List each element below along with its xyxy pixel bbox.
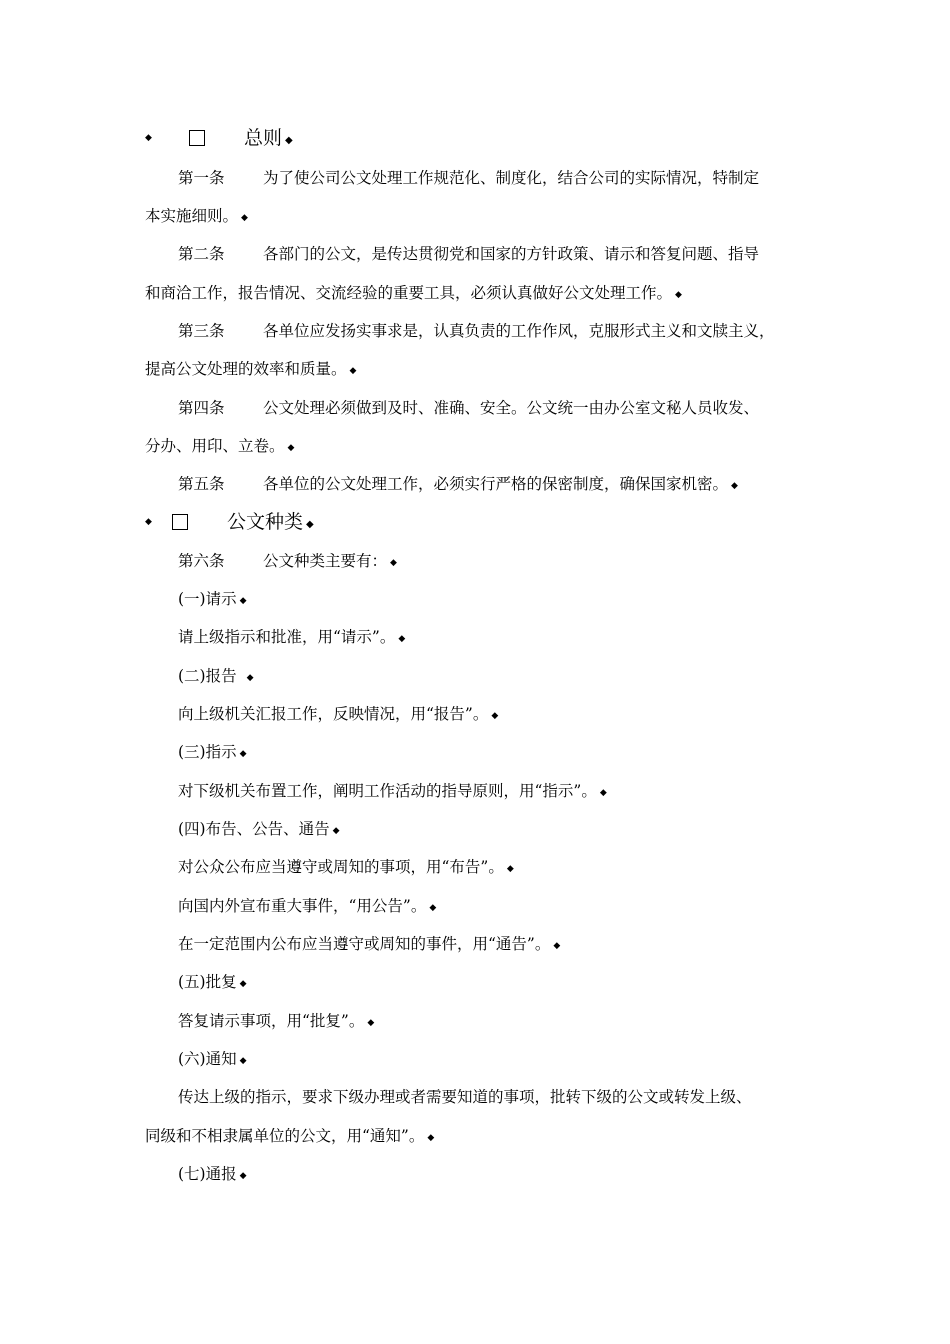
type-desc-announcements-1 <box>0 852 950 882</box>
paragraph-mark: ◆ <box>239 1171 247 1181</box>
type-name: (五)批复 <box>178 973 237 991</box>
article-text: 提高公文处理的效率和质量。 <box>145 360 347 378</box>
type-desc: 同级和不相隶属单位的公文，用“通知”。 <box>145 1127 425 1145</box>
article-4 <box>0 393 950 423</box>
paragraph-mark: ◆ <box>599 788 607 798</box>
type-heading-notice <box>0 1044 950 1074</box>
article-text: 公文种类主要有： <box>263 552 388 570</box>
section-heading-general <box>0 123 950 153</box>
paragraph-mark: ◆ <box>731 481 738 491</box>
paragraph-mark: ◆ <box>306 519 314 530</box>
heading-bullet: ◆ <box>145 517 152 527</box>
type-desc-report <box>0 699 950 729</box>
type-heading-announcements <box>0 814 950 844</box>
section-title: 总则 <box>244 127 283 149</box>
paragraph-mark: ◆ <box>491 711 499 721</box>
paragraph-mark: ◆ <box>332 826 340 836</box>
type-heading-directive <box>0 737 950 767</box>
article-label: 第二条 <box>178 245 225 263</box>
type-desc: 传达上级的指示，要求下级办理或者需要知道的事项，批转下级的公文或转发上级、 <box>178 1088 752 1106</box>
type-heading-reply <box>0 967 950 997</box>
type-desc: 向国内外宣布重大事件，“用公告”。 <box>178 897 427 915</box>
type-desc: 对公众公布应当遵守或周知的事项，用“布告”。 <box>178 858 504 876</box>
paragraph-mark: ◆ <box>398 634 406 644</box>
type-desc-announcements-3 <box>0 929 950 959</box>
type-name: (二)报告 <box>178 667 237 685</box>
checkbox-icon <box>172 514 188 530</box>
checkbox-icon <box>189 130 205 146</box>
article-label: 第一条 <box>178 169 225 187</box>
type-name: (三)指示 <box>178 743 237 761</box>
type-name: (六)通知 <box>178 1050 237 1068</box>
article-2 <box>0 239 950 269</box>
article-5 <box>0 469 950 499</box>
type-heading-request <box>0 584 950 614</box>
type-name: (四)布告、公告、通告 <box>178 820 330 838</box>
type-desc-notice-2 <box>0 1121 950 1151</box>
paragraph-mark: ◆ <box>285 135 293 146</box>
type-desc-announcements-2 <box>0 891 950 921</box>
paragraph-mark: ◆ <box>239 1056 247 1066</box>
section-heading-document-types <box>0 507 950 537</box>
article-label: 第六条 <box>178 552 225 570</box>
article-text: 分办、用印、立卷。 <box>145 437 285 455</box>
type-desc-request <box>0 622 950 652</box>
type-desc: 对下级机关布置工作，阐明工作活动的指导原则，用“指示”。 <box>178 782 597 800</box>
article-label: 第五条 <box>178 475 225 493</box>
paragraph-mark: ◆ <box>390 558 397 568</box>
paragraph-mark: ◆ <box>675 290 682 300</box>
article-text: 各部门的公文，是传达贯彻党和国家的方针政策、请示和答复问题、指导 <box>263 245 760 263</box>
section-title: 公文种类 <box>227 511 304 533</box>
article-3-continuation <box>0 354 950 384</box>
type-name: (七)通报 <box>178 1165 237 1183</box>
article-text: 公文处理必须做到及时、准确、安全。公文统一由办公室文秘人员收发、 <box>263 399 760 417</box>
article-text: 为了使公司公文处理工作规范化、制度化，结合公司的实际情况，特制定 <box>263 169 760 187</box>
article-4-continuation <box>0 431 950 461</box>
article-6 <box>0 546 950 576</box>
paragraph-mark: ◆ <box>239 749 247 759</box>
type-desc: 在一定范围内公布应当遵守或周知的事件，用“通告”。 <box>178 935 551 953</box>
paragraph-mark: ◆ <box>349 366 357 376</box>
type-desc-notice-1 <box>0 1082 950 1112</box>
article-text: 和商洽工作，报告情况、交流经验的重要工具，必须认真做好公文处理工作。 <box>145 284 673 302</box>
article-label: 第四条 <box>178 399 225 417</box>
type-desc-directive <box>0 776 950 806</box>
article-label: 第三条 <box>178 322 225 340</box>
type-desc: 答复请示事项，用“批复”。 <box>178 1012 365 1030</box>
paragraph-mark: ◆ <box>367 1018 375 1028</box>
paragraph-mark: ◆ <box>239 596 247 606</box>
type-heading-bulletin <box>0 1159 950 1189</box>
paragraph-mark: ◆ <box>553 941 561 951</box>
article-1-continuation <box>0 201 950 231</box>
article-text: 各单位的公文处理工作，必须实行严格的保密制度，确保国家机密。 <box>263 475 729 493</box>
paragraph-mark: ◆ <box>241 213 248 223</box>
paragraph-mark: ◆ <box>427 1133 435 1143</box>
paragraph-mark: ◆ <box>246 673 254 683</box>
paragraph-mark: ◆ <box>429 903 437 913</box>
article-1 <box>0 163 950 193</box>
heading-bullet: ◆ <box>145 133 152 143</box>
type-heading-report <box>0 661 950 691</box>
article-text: 各单位应发扬实事求是，认真负责的工作作风，克服形式主义和文牍主义， <box>263 322 775 340</box>
type-desc-reply <box>0 1006 950 1036</box>
type-name: (一)请示 <box>178 590 237 608</box>
paragraph-mark: ◆ <box>287 443 295 453</box>
article-3 <box>0 316 950 346</box>
type-desc: 向上级机关汇报工作，反映情况，用“报告”。 <box>178 705 489 723</box>
paragraph-mark: ◆ <box>506 864 514 874</box>
paragraph-mark: ◆ <box>239 979 247 989</box>
article-2-continuation <box>0 278 950 308</box>
type-desc: 请上级指示和批准，用“请示”。 <box>178 628 396 646</box>
article-text: 本实施细则。 <box>145 207 239 225</box>
